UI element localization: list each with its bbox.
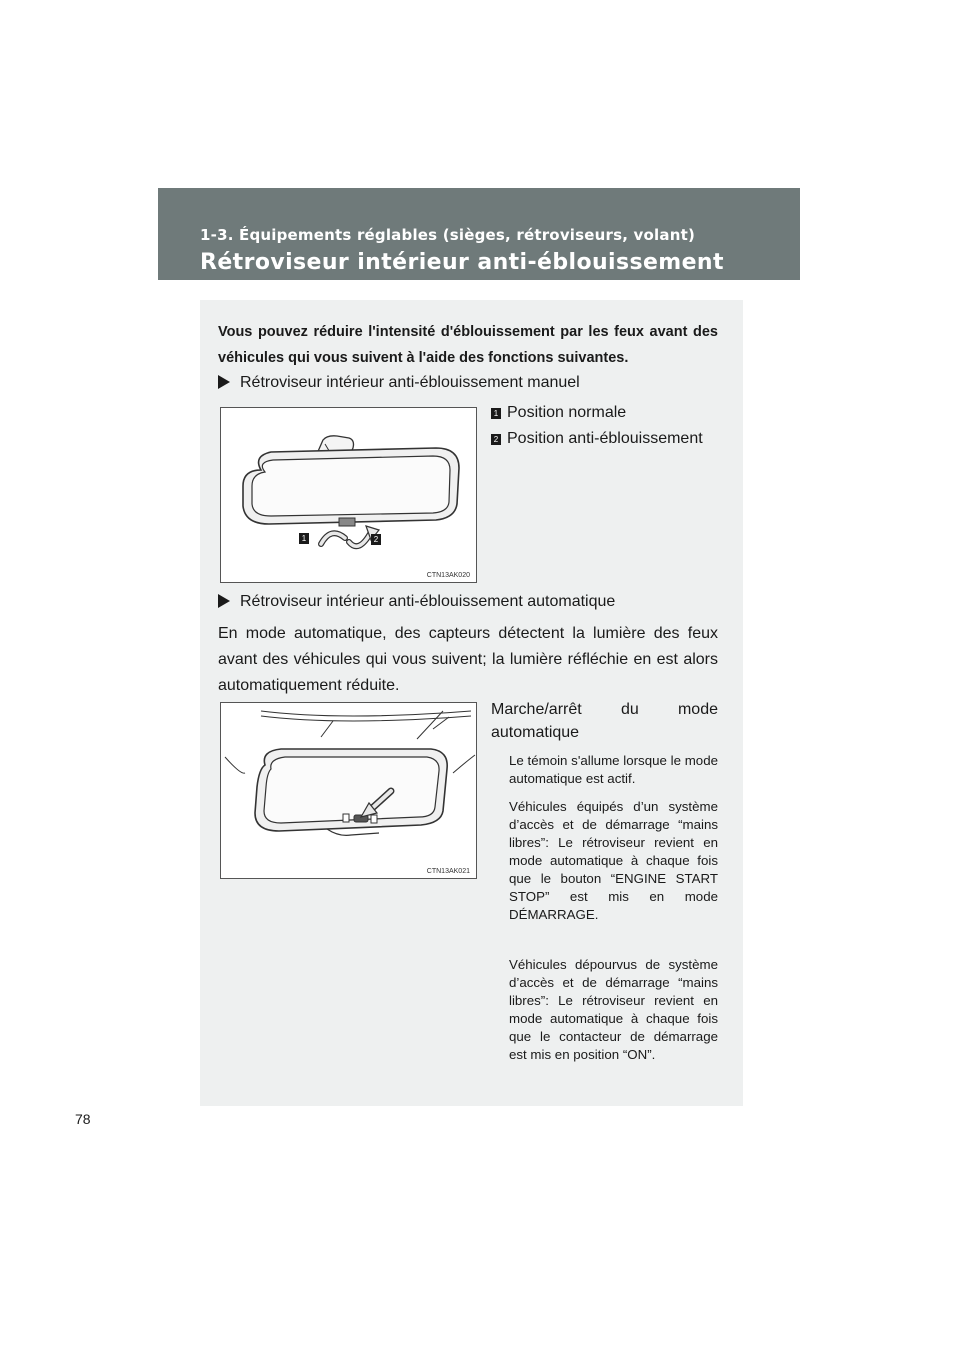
legend-item-2 bbox=[491, 430, 703, 448]
triangle-bullet-icon bbox=[218, 594, 230, 608]
triangle-bullet-icon bbox=[218, 375, 230, 389]
manual-mirror-figure bbox=[220, 407, 477, 583]
figure-badge-2: 2 bbox=[371, 534, 381, 545]
automatic-heading-text: Rétroviseur intérieur anti-éblouissement automatique bbox=[240, 593, 616, 610]
note-no-smart-key: Véhicules dépourvus de système d’accès et de démarrage “mains libres”: Le rétroviseur revient en mode automatique à chaque fois que le contacteur de démarrage est mis en position “ON”. bbox=[509, 957, 718, 1062]
manual-heading-text: Rétroviseur intérieur anti-éblouissement manuel bbox=[240, 374, 580, 391]
automatic-mirror-figure bbox=[220, 702, 477, 879]
figure-code: CTN13AK021 bbox=[426, 868, 470, 875]
auto-mode-toggle-heading: Marche/arrêt du mode automatique bbox=[491, 701, 718, 741]
legend-label-1: Position normale bbox=[507, 404, 627, 421]
auto-mirror-illustration bbox=[221, 703, 476, 878]
number-badge-1: 1 bbox=[491, 408, 501, 419]
note-indicator: Le témoin s'allume lorsque le mode automatique est actif. bbox=[509, 753, 718, 786]
automatic-body-text: En mode automatique, des capteurs détectent la lumière des feux avant des véhicules qui vous suivent; la lumière réfléchie en est alors automatiquement réduite. bbox=[218, 625, 718, 694]
page-title: Rétroviseur intérieur anti-éblouissement bbox=[200, 250, 724, 275]
mirror-illustration bbox=[221, 408, 476, 582]
figure-code: CTN13AK020 bbox=[426, 572, 470, 579]
legend-label-2: Position anti-éblouissement bbox=[507, 430, 703, 447]
intro-text: Vous pouvez réduire l'intensité d'éblouissement par les feux avant des véhicules qui vous suivent à l'aide des fonctions suivantes. bbox=[218, 324, 718, 366]
manual-heading bbox=[218, 374, 580, 392]
legend-item-1 bbox=[491, 404, 626, 422]
number-badge-2: 2 bbox=[491, 434, 501, 445]
automatic-heading bbox=[218, 593, 615, 611]
header-band bbox=[158, 188, 800, 280]
page-number: 78 bbox=[75, 1111, 91, 1127]
section-label: 1-3. Équipements réglables (sièges, rétroviseurs, volant) bbox=[200, 226, 696, 244]
note-smart-key: Véhicules équipés d’un système d’accès et de démarrage “mains libres”: Le rétroviseur revient en mode automatique à chaque fois que le bouton “ENGINE START STOP” est mis en mode DÉMARRAGE. bbox=[509, 799, 718, 922]
figure-badge-1: 1 bbox=[299, 533, 309, 544]
